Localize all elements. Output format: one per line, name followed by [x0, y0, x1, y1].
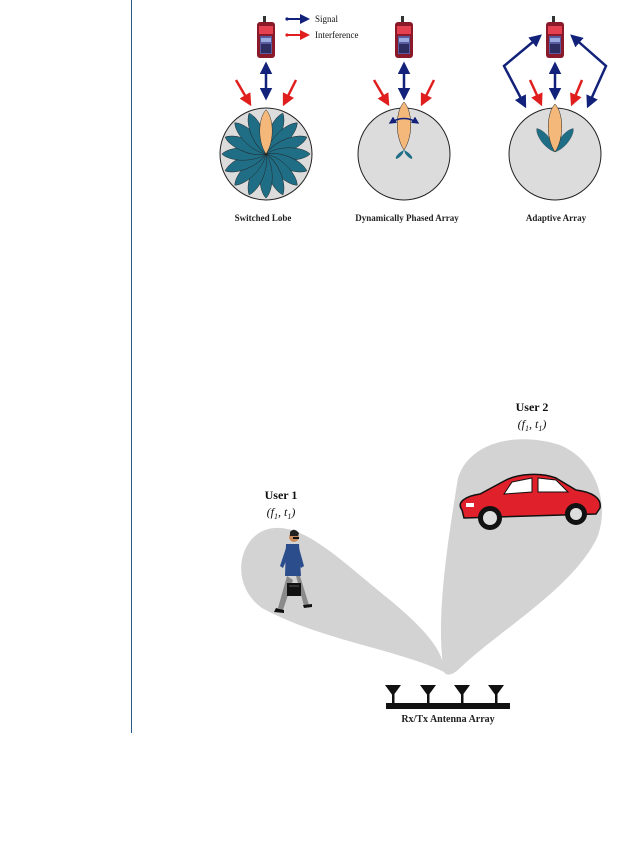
antenna-array-label: Rx/Tx Antenna Array [401, 714, 495, 725]
interference-arrow [284, 80, 296, 104]
antenna-icon [385, 685, 401, 704]
panel-caption: Adaptive Array [525, 213, 587, 223]
legend-signal [285, 14, 338, 24]
antenna-icon [420, 685, 436, 704]
beam-user-1 [241, 528, 444, 672]
antenna-array [385, 685, 510, 725]
handset-icon [395, 16, 413, 58]
interference-arrow [236, 80, 250, 104]
antenna-icon [454, 685, 470, 704]
antenna-bar [386, 703, 510, 709]
interference-arrow [572, 80, 582, 104]
switched-lobe-pattern [222, 110, 310, 198]
legend-interference-label: Interference [315, 30, 359, 40]
panel-adaptive-array [504, 16, 606, 223]
legend [285, 14, 358, 40]
multipath-arrow [504, 36, 540, 106]
antenna-icon [488, 685, 504, 704]
beam-user-2 [441, 439, 602, 674]
panel-caption: Switched Lobe [234, 213, 292, 223]
interference-arrow [530, 80, 541, 104]
user-1-label: User 1 [264, 488, 298, 502]
handset-icon [257, 16, 275, 58]
panel-switched-lobe [220, 16, 312, 223]
user-1-freq: ($f_1$, $t_1$) [266, 505, 296, 521]
beam-scene [241, 400, 602, 725]
interference-arrow [422, 80, 434, 104]
legend-interference [285, 30, 358, 40]
multipath-arrow [572, 36, 606, 106]
handset-icon [546, 16, 564, 58]
interference-arrow [374, 80, 388, 104]
user-2-label: User 2 [515, 400, 549, 414]
panel-caption: Dynamically Phased Array [355, 213, 459, 223]
panel-dynamically-phased-array [355, 16, 459, 223]
user-2-freq: ($f_1$, $t_1$) [517, 417, 547, 433]
legend-signal-label: Signal [315, 14, 339, 24]
